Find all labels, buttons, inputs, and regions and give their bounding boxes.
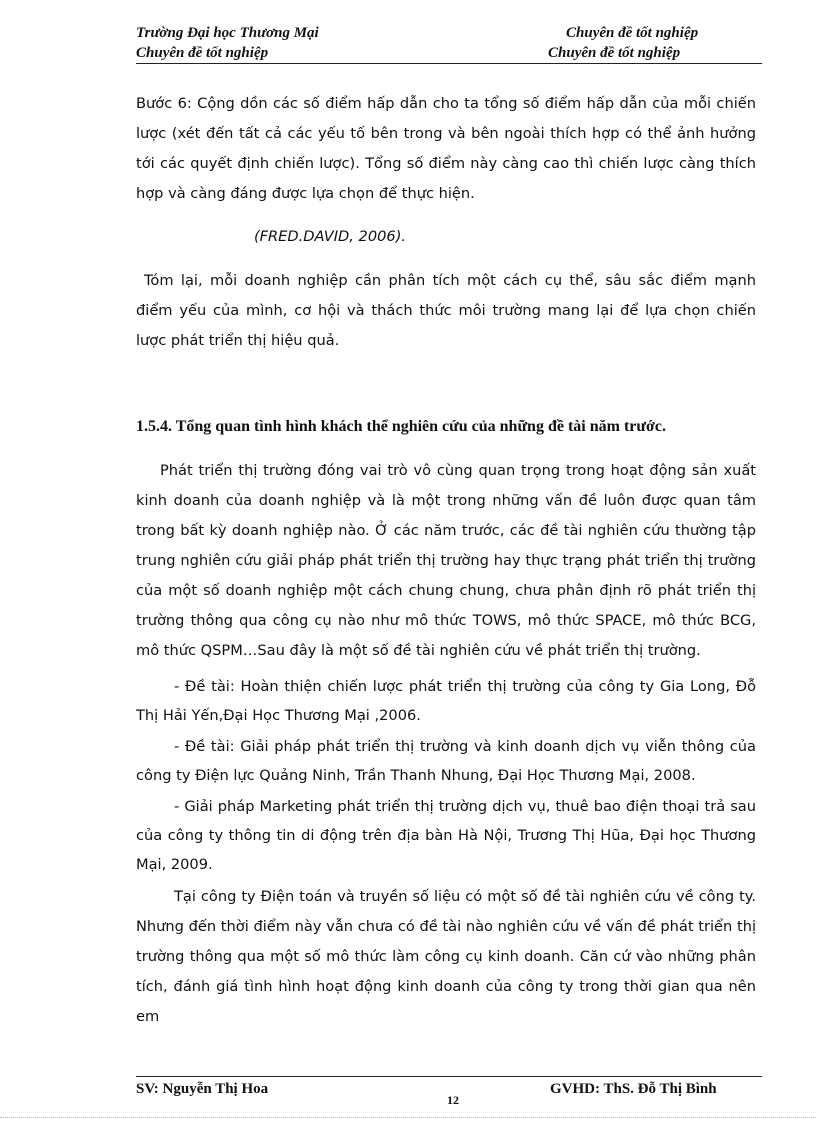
section-heading: 1.5.4. Tổng quan tình hình khách thể nghiên cứu của những đề tài năm trước. (136, 418, 666, 435)
paragraph-intro: Phát triển thị trường đóng vai trò vô cùng quan trọng trong hoạt động sản xuất kinh doanh của doanh nghiệp và là một trong những vấn đề luôn được quan tâm trong bất kỳ doanh nghiệp nào. Ở các năm trước, các đề tài nghiên cứu thường tập trung nghiên cứu giải pháp phát triển thị trường hay thực trạng phát triển thị trường của một số doanh nghiệp một cách chung chung, chưa phân định rõ phát triển thị trường thông qua công cụ nào như mô thức TOWS, mô thức SPACE, mô thức BCG, mô thức QSPM…Sau đây là một số đề tài nghiên cứu về phát triển thị trường. (136, 462, 756, 659)
header-doc-type-left: Chuyên đề tốt nghiệp (136, 45, 269, 61)
paragraph-summary: Tóm lại, mỗi doanh nghiệp cần phân tích một cách cụ thể, sâu sắc điểm mạnh điểm yếu của mình, cơ hội và thách thức môi trường mang lại để lựa chọn chiến lược phát triển thị hiệu quả. (136, 272, 756, 349)
page-bottom-border (0, 1117, 816, 1118)
paragraph-closing: Tại công ty Điện toán và truyền số liệu có một số đề tài nghiên cứu về công ty. Nhưng đến thời điểm này vẫn chưa có đề tài nào nghiên cứu về vấn đề phát triển thị trường thông qua một số mô thức làm công cụ kinh doanh. Căn cứ vào những phân tích, đánh giá tình hình hoạt động kinh doanh của công ty trong thời gian qua nên em (136, 888, 756, 1025)
citation: (FRED.DAVID, 2006). (253, 228, 407, 245)
paragraph-step6: Bước 6: Cộng dồn các số điểm hấp dẫn cho ta tổng số điểm hấp dẫn của mỗi chiến lược (xét đến tất cả các yếu tố bên trong và bên ngoài thích hợp có thể ảnh hưởng tới các quyết định chiến lược). Tổng số điểm này càng cao thì chiến lược càng thích hợp và càng đáng được lựa chọn để thực hiện. (136, 95, 756, 202)
list-item: - Giải pháp Marketing phát triển thị trường dịch vụ, thuê bao điện thoại trả sau của công ty thông tin di động trên địa bàn Hà Nội, Trương Thị Hũa, Đại học Thương Mại, 2009. (136, 798, 756, 873)
footer-advisor: GVHD: ThS. Đỗ Thị Bình (550, 1081, 717, 1097)
header-school-name: Trường Đại học Thương Mại (136, 25, 319, 41)
section-list (136, 672, 756, 879)
header-doc-type: Chuyên đề tốt nghiệp (566, 25, 699, 41)
section-intro (136, 456, 756, 666)
list-item: - Đề tài: Giải pháp phát triển thị trường và kinh doanh dịch vụ viễn thông của công ty Điện lực Quảng Ninh, Trần Thanh Nhung, Đại Học Thương Mại, 2008. (136, 738, 756, 784)
section-summary (136, 266, 756, 356)
header-doc-type-right: Chuyên đề tốt nghiệp (548, 45, 681, 61)
section-closing (136, 882, 756, 1032)
section-step6 (136, 89, 756, 209)
footer-student: SV: Nguyễn Thị Hoa (136, 1081, 269, 1097)
footer-divider (136, 1076, 762, 1077)
page-number: 12 (447, 1093, 459, 1107)
list-item: - Đề tài: Hoàn thiện chiến lược phát triển thị trường của công ty Gia Long, Đỗ Thị Hải Yến,Đại Học Thương Mại ,2006. (136, 678, 756, 724)
header-divider (136, 63, 762, 64)
